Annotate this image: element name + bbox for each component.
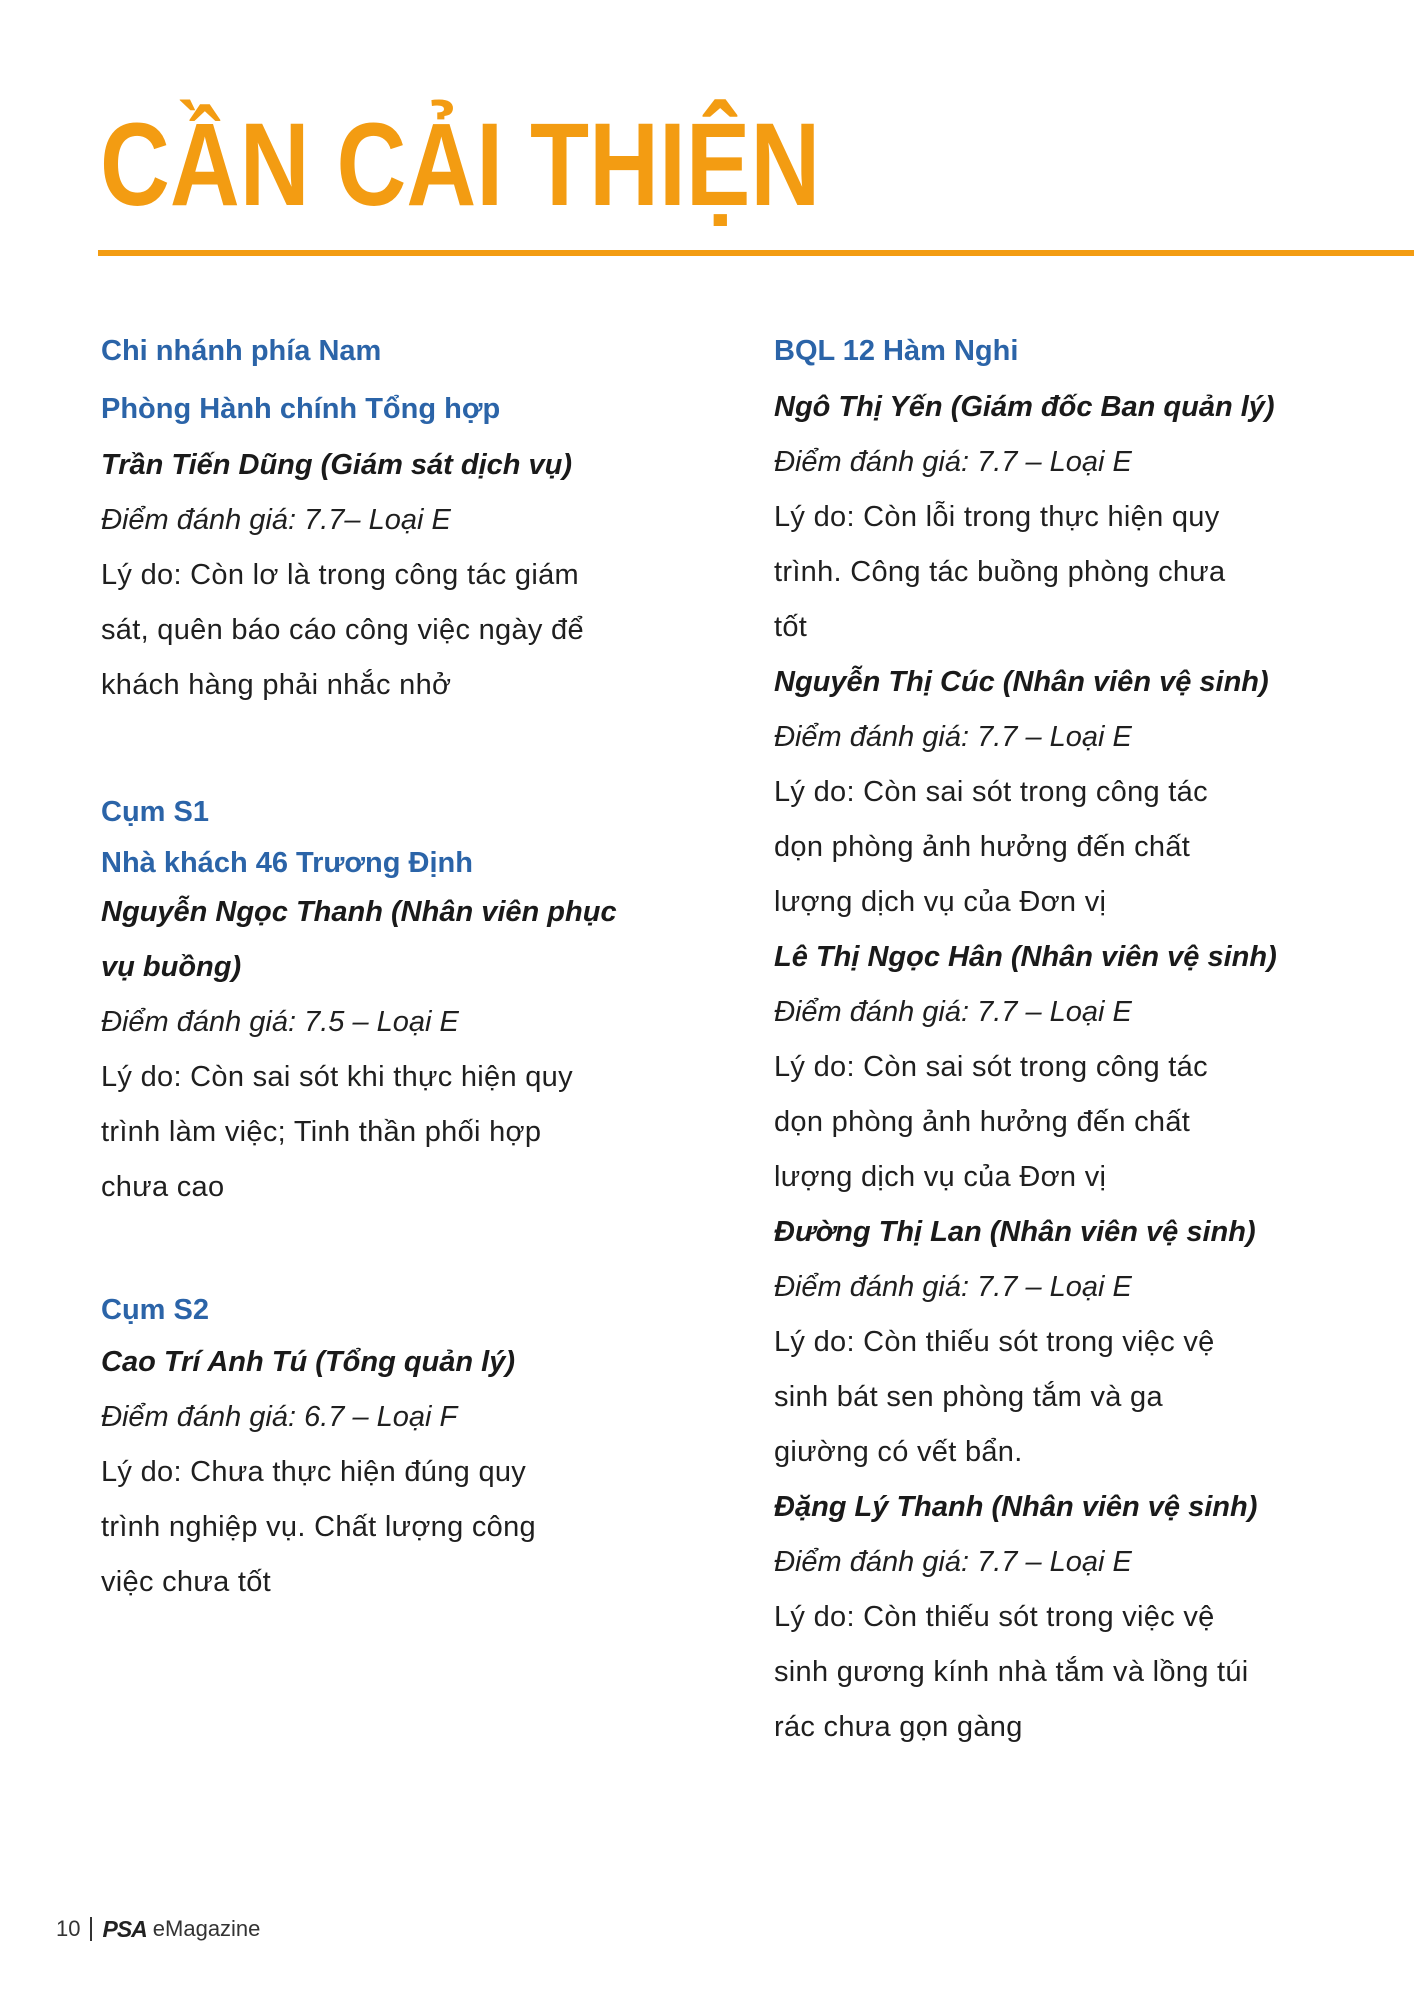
employee-name: Ngô Thị Yến (Giám đốc Ban quản lý)	[774, 391, 1275, 423]
reason-line: khách hàng phải nhắc nhở	[101, 669, 452, 701]
reason-line: Lý do: Còn lỗi trong thực hiện quy	[774, 501, 1220, 533]
employee-name: Đường Thị Lan (Nhân viên vệ sinh)	[774, 1216, 1256, 1248]
evaluation-score: Điểm đánh giá: 7.7 – Loại E	[774, 1546, 1132, 1578]
title-divider	[98, 250, 1414, 256]
reason-line: trình nghiệp vụ. Chất lượng công	[101, 1511, 536, 1543]
reason-line: lượng dịch vụ của Đơn vị	[774, 886, 1107, 918]
employee-entry	[774, 655, 1334, 930]
employee-entry	[774, 930, 1334, 1205]
page-footer	[56, 1914, 260, 1944]
reason-line: Lý do: Còn lơ là trong công tác giám	[101, 559, 579, 591]
employee-entry	[101, 885, 661, 1215]
employee-name: Đặng Lý Thanh (Nhân viên vệ sinh)	[774, 1491, 1258, 1523]
reason-line: giường có vết bẩn.	[774, 1436, 1023, 1468]
employee-entry	[101, 1335, 661, 1610]
left-column	[101, 322, 661, 1610]
publication-name: eMagazine	[152, 1916, 261, 1941]
employee-entry	[774, 380, 1334, 655]
employee-name: Cao Trí Anh Tú (Tổng quản lý)	[101, 1346, 516, 1378]
evaluation-score: Điểm đánh giá: 7.7 – Loại E	[774, 1271, 1132, 1303]
employee-name: Nguyễn Ngọc Thanh (Nhân viên phục	[101, 896, 617, 928]
evaluation-score: Điểm đánh giá: 7.5 – Loại E	[101, 1006, 459, 1038]
section-heading: Chi nhánh phía Nam	[101, 335, 382, 367]
section-subheading: Nhà khách 46 Trương Định	[101, 847, 473, 879]
section-heading: Cụm S1	[101, 796, 209, 828]
reason-line: Lý do: Còn thiếu sót trong việc vệ	[774, 1326, 1215, 1358]
section-cluster-s2	[101, 1285, 661, 1610]
section-heading: Cụm S2	[101, 1294, 209, 1326]
reason-line: tốt	[774, 611, 808, 643]
reason-line: Lý do: Còn sai sót khi thực hiện quy	[101, 1061, 573, 1093]
reason-line: việc chưa tốt	[101, 1566, 271, 1598]
reason-line: dọn phòng ảnh hưởng đến chất	[774, 831, 1191, 863]
evaluation-score: Điểm đánh giá: 6.7 – Loại F	[101, 1401, 458, 1433]
evaluation-score: Điểm đánh giá: 7.7 – Loại E	[774, 446, 1132, 478]
reason-line: Lý do: Chưa thực hiện đúng quy	[101, 1456, 527, 1488]
employee-name: Nguyễn Thị Cúc (Nhân viên vệ sinh)	[774, 666, 1269, 698]
reason-line: lượng dịch vụ của Đơn vị	[774, 1161, 1107, 1193]
employee-entry	[101, 438, 661, 713]
brand-logo: PSA	[102, 1916, 147, 1942]
reason-line: dọn phòng ảnh hưởng đến chất	[774, 1106, 1191, 1138]
reason-line: Lý do: Còn sai sót trong công tác	[774, 776, 1208, 808]
section-heading: BQL 12 Hàm Nghi	[774, 335, 1019, 367]
reason-line: trình. Công tác buồng phòng chưa	[774, 556, 1226, 588]
page-title: CẦN CẢI THIỆN	[100, 99, 821, 231]
reason-line: sinh gương kính nhà tắm và lồng túi	[774, 1656, 1249, 1688]
evaluation-score: Điểm đánh giá: 7.7 – Loại E	[774, 721, 1132, 753]
section-cluster-s1	[101, 783, 661, 1215]
evaluation-score: Điểm đánh giá: 7.7 – Loại E	[774, 996, 1132, 1028]
reason-line: sinh bát sen phòng tắm và ga	[774, 1381, 1163, 1413]
employee-name-continued: vụ buồng)	[101, 951, 242, 983]
reason-line: trình làm việc; Tinh thần phối hợp	[101, 1116, 542, 1148]
reason-line: rác chưa gọn gàng	[774, 1711, 1023, 1743]
reason-line: sát, quên báo cáo công việc ngày để	[101, 614, 584, 646]
footer-divider	[90, 1917, 92, 1941]
right-column	[774, 322, 1334, 1755]
employee-name: Trần Tiến Dũng (Giám sát dịch vụ)	[101, 449, 573, 481]
employee-entry	[774, 1480, 1334, 1755]
section-south-branch	[101, 322, 661, 713]
employee-entry	[774, 1205, 1334, 1480]
page-number: 10	[56, 1916, 81, 1941]
reason-line: Lý do: Còn thiếu sót trong việc vệ	[774, 1601, 1215, 1633]
evaluation-score: Điểm đánh giá: 7.7– Loại E	[101, 504, 451, 536]
employee-name: Lê Thị Ngọc Hân (Nhân viên vệ sinh)	[774, 941, 1277, 973]
section-subheading: Phòng Hành chính Tổng hợp	[101, 393, 501, 425]
reason-line: chưa cao	[101, 1171, 225, 1203]
reason-line: Lý do: Còn sai sót trong công tác	[774, 1051, 1208, 1083]
